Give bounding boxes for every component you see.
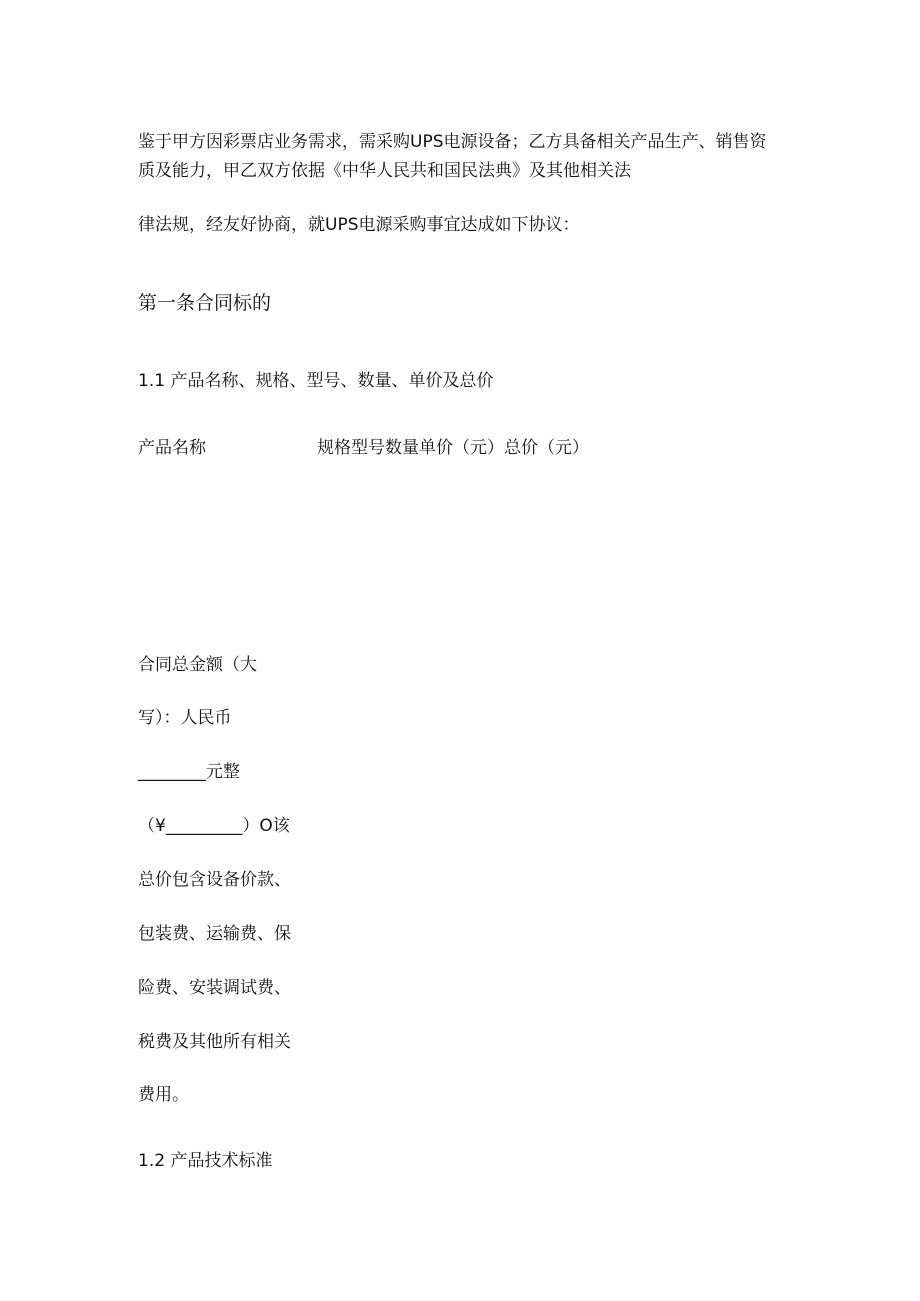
amount-line-5: 总价包含设备价款、 [138,870,291,890]
amount-line-2: 写）：人民币 [138,708,232,728]
amount-line-7: 险费、安装调试费、 [138,978,291,998]
amount-line-1: 合同总金额（大 [138,655,257,675]
preamble-line-1: 鉴于甲方因彩票店业务需求，需采购UPS电源设备；乙方具备相关产品生产、销售资 [138,132,767,152]
preamble-line-3: 律法规，经友好协商，就UPS电源采购事宜达成如下协议： [138,215,580,235]
clause-1-1-heading: 1.1 产品名称、规格、型号、数量、单价及总价 [138,371,494,391]
amount-line-9: 费用。 [138,1085,189,1105]
clause-1-2-heading: 1.2 产品技术标准 [138,1151,273,1171]
amount-line-6: 包装费、运输费、保 [138,924,291,944]
article-1-title: 第一条合同标的 [138,292,272,314]
table-header-spec-columns: 规格型号数量单价（元）总价（元） [317,438,589,458]
table-header-product-name: 产品名称 [138,438,206,458]
amount-line-4: （¥_________）O该 [138,816,290,836]
amount-line-8: 税费及其他所有相关 [138,1032,291,1052]
amount-line-3: ________元整 [138,762,240,782]
preamble-line-2: 质及能力，甲乙双方依据《中华人民共和国民法典》及其他相关法 [138,161,631,181]
